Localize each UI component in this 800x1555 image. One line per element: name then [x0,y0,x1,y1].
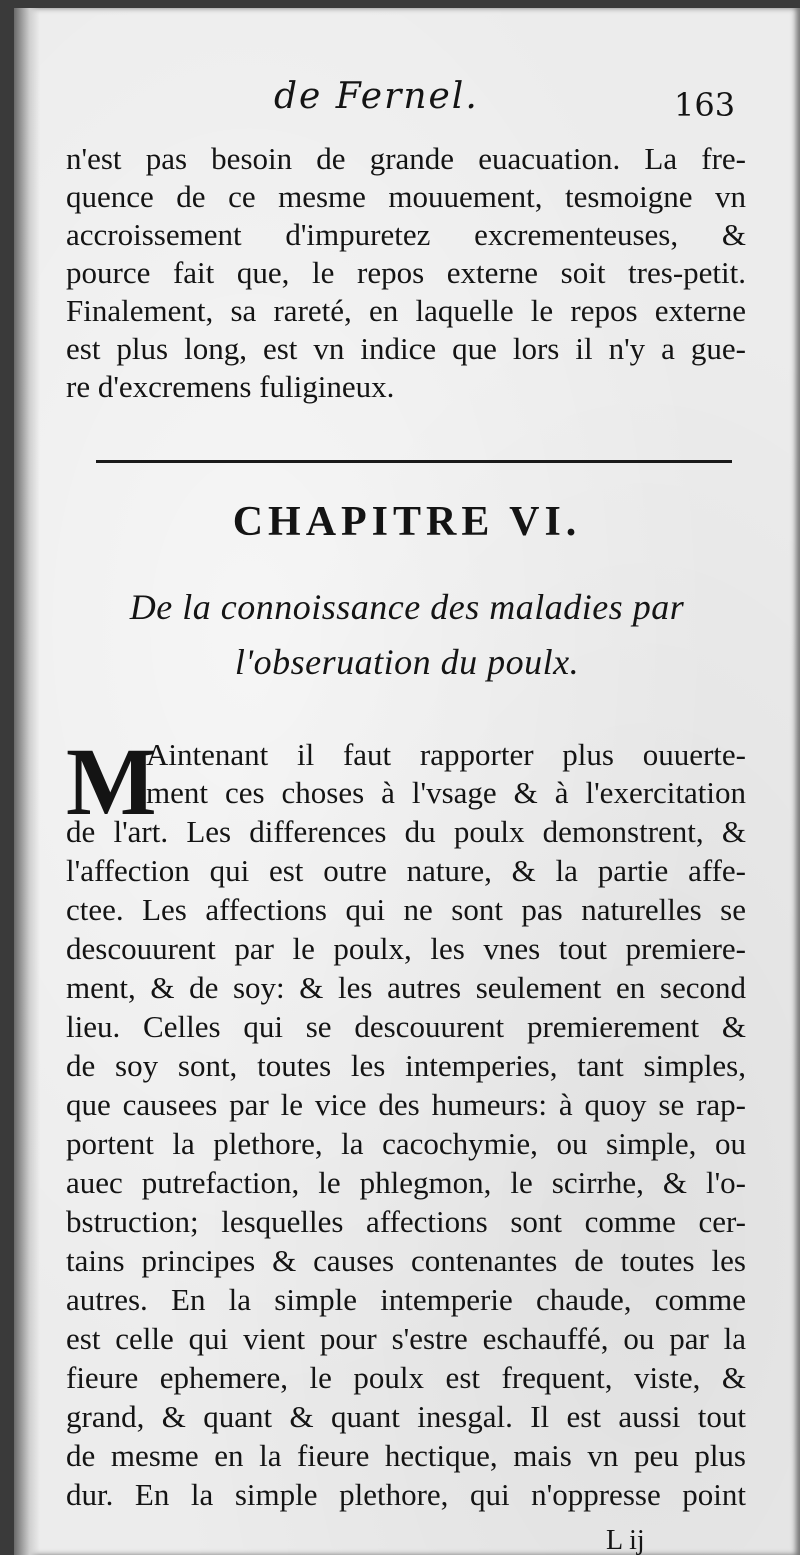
text-line: re d'excremens fuligineux. [66,369,395,404]
text-line: ctee. Les affections qui ne sont pas naturelles se [66,892,746,927]
text-line: portent la plethore, la cacochymie, ou simple, ou [66,1126,746,1161]
text-line: autres. En la simple intemperie chaude, comme [66,1282,746,1317]
section-rule [96,460,732,463]
text-line: de l'art. Les differences du poulx demonstrent, & [66,814,746,849]
text-line: dur. En la simple plethore, qui n'oppresse point [66,1477,746,1512]
text-line: descouurent par le poulx, les vnes tout premiere- [66,931,746,966]
text-line: auec putrefaction, le phlegmon, le scirrhe, & l'o- [66,1165,746,1200]
text-line: accroissement d'impuretez excrementeuses, & [66,217,746,252]
text-line: ment, & de soy: & les autres seulement en second [66,970,746,1005]
signature-mark: L ij [606,1525,645,1555]
text-line: n'est pas besoin de grande euacuation. La fre- [66,141,746,176]
chapter-subtitle-line: l'obseruation du poulx. [234,642,580,682]
chapter-subtitle-line: De la connoissance des maladies par [129,587,685,627]
drop-cap: M [66,728,157,835]
text-line: bstruction; lesquelles affections sont comme cer- [66,1204,746,1239]
text-line: quence de ce mesme mouuement, tesmoigne vn [66,179,746,214]
text-line: tains principes & causes contenantes de toutes les [66,1243,746,1278]
text-line: de soy sont, toutes les intemperies, tant simples, [66,1048,746,1083]
chapter-title: CHAPITRE VI. [232,499,582,545]
text-line: est celle qui vient pour s'estre eschauffé, ou par la [66,1321,746,1356]
text-line: pource fait que, le repos externe soit tres-petit. [66,255,746,290]
text-line: lieu. Celles qui se descouurent premierement & [66,1009,746,1044]
text-line: ment ces choses à l'vsage & à l'exercitation [146,775,746,810]
text-line: grand, & quant & quant inesgal. Il est aussi tout [66,1399,746,1434]
text-line: l'affection qui est outre nature, & la partie affe- [66,853,746,888]
text-line: que causees par le vice des humeurs: à quoy se rap- [66,1087,746,1122]
text-line: Aintenant il faut rapporter plus ouuerte- [146,737,746,772]
page-number: 163 [674,86,736,124]
text-line: fieure ephemere, le poulx est frequent, viste, & [66,1360,746,1395]
running-head: de Fernel. [274,76,479,117]
page-spine-shadow [14,8,40,1555]
text-line: est plus long, est vn indice que lors il n'y a gue- [66,331,746,366]
text-line: de mesme en la fieure hectique, mais vn peu plus [66,1438,746,1473]
book-page [14,8,800,1555]
text-line: Finalement, sa rareté, en laquelle le repos externe [66,293,746,328]
